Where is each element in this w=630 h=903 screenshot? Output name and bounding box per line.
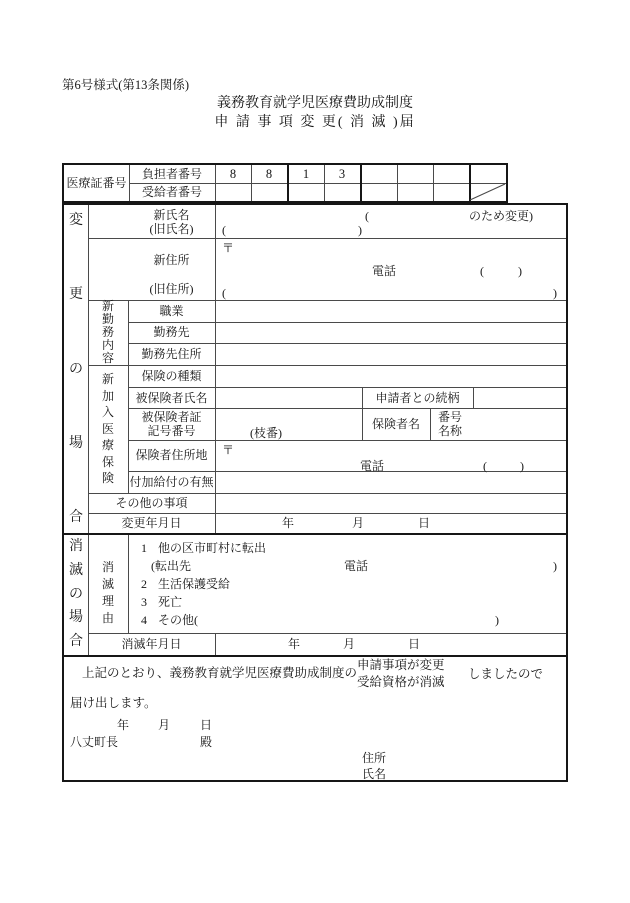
form-number: 第6号様式(第13条関係): [62, 78, 190, 92]
mayor-label: 八丈町長: [70, 735, 119, 749]
diagonal-slash-icon: [469, 183, 506, 201]
postal-mark: 〒: [222, 241, 235, 255]
insurer-tel-paren-open: (: [483, 459, 487, 473]
reason-1-tel-label: 電話: [344, 559, 369, 573]
payer-digit-cell: 8: [229, 167, 237, 181]
extinct-date-day: 日: [408, 637, 421, 651]
applicant-address-label: 住所: [362, 751, 387, 765]
insurer-postal-mark: 〒: [222, 443, 235, 457]
insurer-address-label: 保険者住所地: [135, 448, 208, 462]
tel-paren-open: (: [480, 264, 484, 278]
insurer-name-label: 保険者名: [371, 417, 420, 431]
change-date-day: 日: [418, 516, 431, 530]
declaration-option-change: 申請事項が変更: [357, 658, 445, 672]
grid-line: [128, 471, 566, 472]
old-name-paren-open: (: [222, 223, 226, 237]
relation-label: 申請者との続柄: [375, 391, 460, 405]
main-table: [62, 203, 568, 782]
cert-number-label: 医療証番号: [66, 176, 127, 190]
grid-line: [128, 533, 129, 633]
change-date-label: 変更年月日: [121, 516, 182, 530]
reason-2-number: 2: [141, 577, 147, 591]
reason-3-text: 死亡: [158, 595, 183, 609]
declaration-suffix: しましたので: [468, 667, 544, 681]
old-name-paren-close: ): [358, 223, 362, 237]
change-date-month: 月: [352, 516, 365, 530]
old-address-paren-close: ): [553, 286, 557, 300]
form-title-line2: 申 請 事 項 変 更( 消 滅 )届: [214, 115, 416, 130]
insurer-title-label: 名称: [438, 424, 463, 438]
insurance-type-label: 保険の種類: [141, 369, 202, 383]
footer-date-year: 年: [117, 718, 130, 732]
section-divider: [64, 655, 566, 657]
footer-date-day: 日: [200, 718, 213, 732]
reason-4-paren-close: ): [495, 613, 499, 627]
address-tel-label: 電話: [372, 264, 397, 278]
declaration-line2: 届け出します。: [70, 696, 157, 710]
grid-line: [88, 300, 566, 301]
office-address-label: 勤務先住所: [141, 347, 202, 361]
applicant-name-label: 氏名: [362, 767, 387, 781]
extinct-date-year: 年: [288, 637, 301, 651]
grid-line: [129, 183, 506, 184]
other-matters-label: その他の事項: [115, 496, 188, 510]
insured-card-label-line1: 被保険者証: [141, 410, 202, 424]
change-date-year: 年: [282, 516, 295, 530]
new-name-label: 新氏名: [153, 208, 190, 222]
declaration-option-extinct: 受給資格が消滅: [357, 675, 445, 689]
office-label: 勤務先: [153, 325, 190, 339]
grid-line: [128, 440, 566, 441]
job-label: 職業: [159, 304, 184, 318]
extinct-date-month: 月: [343, 637, 356, 651]
grid-line: [215, 205, 216, 533]
reason-1-paren-close: ): [553, 559, 557, 573]
dono-label: 殿: [200, 735, 213, 749]
payer-digit-cell: 8: [265, 167, 273, 181]
insurer-number-label: 番号: [438, 410, 463, 424]
new-insurance-group-label: 新 加 入 医 療 保 険: [101, 372, 114, 486]
extra-benefit-label: 付加給付の有無: [129, 475, 214, 489]
grid-line: [128, 343, 566, 344]
reason-4-text: その他(: [158, 613, 198, 627]
grid-line: [128, 387, 566, 388]
insured-card-label-line2: 記号番号: [147, 424, 196, 438]
reason-3-number: 3: [141, 595, 147, 609]
grid-line: [88, 365, 566, 366]
grid-line: [88, 493, 566, 494]
insurer-tel-paren-close: ): [520, 459, 524, 473]
reason-4-number: 4: [141, 613, 147, 627]
payer-number-label: 負担者番号: [141, 167, 202, 181]
recipient-number-label: 受給者番号: [141, 185, 202, 199]
grid-line: [88, 238, 566, 239]
extinct-date-label: 消滅年月日: [121, 637, 182, 651]
grid-line: [88, 513, 566, 514]
name-reason-paren-open: (: [365, 209, 369, 223]
grid-line: [430, 408, 431, 440]
payer-digit-cell: 1: [302, 167, 310, 181]
name-reason-suffix: のため変更): [469, 209, 533, 223]
extinct-section-side-label: 消 滅 の 場 合: [69, 539, 83, 649]
grid-line: [88, 633, 566, 634]
section-divider: [64, 533, 566, 535]
cert-number-table: [62, 163, 508, 203]
insurer-tel-label: 電話: [360, 459, 385, 473]
old-address-label: (旧住所): [149, 282, 194, 296]
new-address-label: 新住所: [153, 253, 190, 267]
old-address-paren-open: (: [222, 286, 226, 300]
declaration-line1: 上記のとおり、義務教育就学児医療費助成制度の: [82, 666, 358, 680]
reason-1-text: 他の区市町村に転出: [158, 541, 267, 555]
extinct-reason-group-label: 消 滅 理 由: [101, 560, 114, 625]
grid-line: [128, 322, 566, 323]
reason-1-number: 1: [141, 541, 147, 555]
tel-paren-close: ): [518, 264, 522, 278]
grid-line: [433, 165, 434, 201]
reason-1-destination-open: (転出先: [151, 559, 191, 573]
branch-number-label: (枝番): [250, 426, 282, 440]
old-name-label: (旧氏名): [149, 222, 194, 236]
grid-line: [128, 408, 566, 409]
insured-name-label: 被保険者氏名: [135, 391, 208, 405]
reason-2-text: 生活保護受給: [158, 577, 231, 591]
change-section-side-label: 変 更 の 場 合: [69, 213, 83, 525]
footer-date-month: 月: [158, 718, 171, 732]
payer-digit-cell: 3: [338, 167, 346, 181]
grid-line: [360, 165, 362, 201]
form-title-line1: 義務教育就学児医療費助成制度: [217, 96, 413, 111]
grid-line: [397, 165, 398, 201]
grid-line: [473, 387, 474, 408]
grid-line: [215, 633, 216, 655]
new-work-group-label: 新 勤 務 内 容: [101, 299, 114, 365]
